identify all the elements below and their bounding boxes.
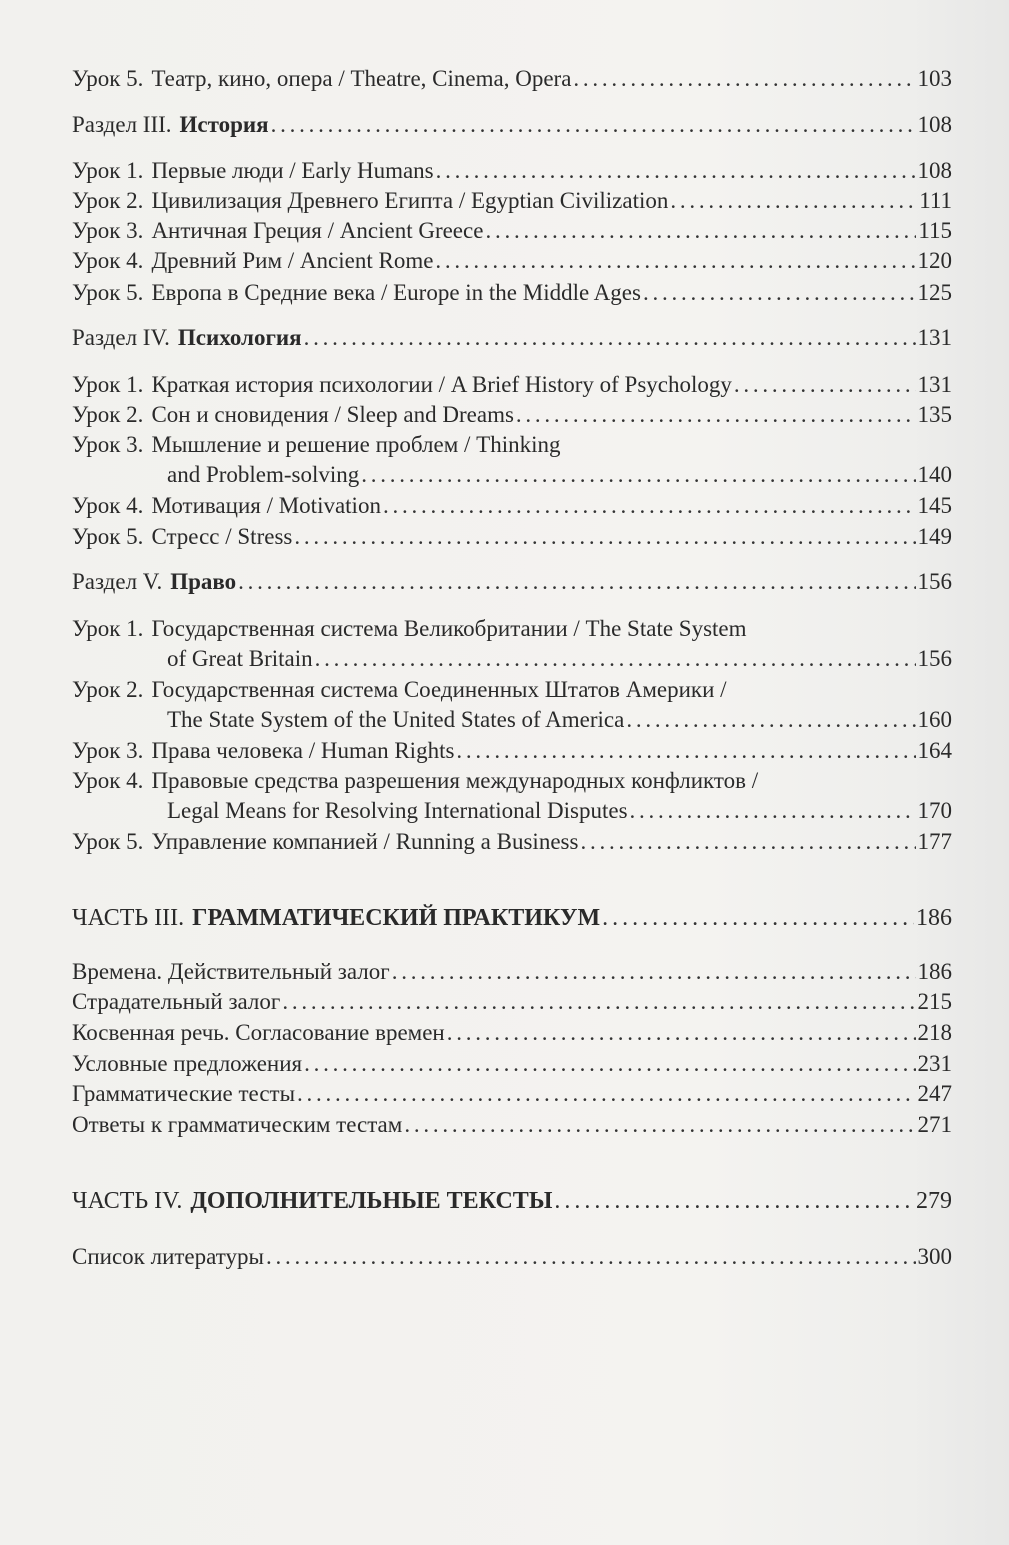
entry-title-continuation: and Problem-solving bbox=[167, 462, 360, 487]
toc-part bbox=[72, 903, 952, 933]
dot-leader bbox=[266, 1242, 916, 1272]
toc-entry bbox=[72, 491, 952, 521]
dot-leader bbox=[271, 110, 916, 140]
page-number: 145 bbox=[917, 493, 952, 518]
toc-entry bbox=[72, 1018, 952, 1048]
page-number: 231 bbox=[917, 1051, 952, 1076]
page-number: 218 bbox=[917, 1020, 952, 1045]
page-number: 279 bbox=[916, 1188, 952, 1214]
entry-title: Мотивация / Motivation bbox=[151, 493, 381, 518]
dot-leader bbox=[670, 186, 917, 216]
dot-leader bbox=[304, 1049, 915, 1079]
part-label: ЧАСТЬ III. bbox=[72, 905, 185, 931]
part-title: ДОПОЛНИТЕЛЬНЫЕ ТЕКСТЫ bbox=[190, 1188, 553, 1214]
dot-leader bbox=[361, 460, 915, 490]
toc-entry-continuation bbox=[167, 796, 952, 826]
page-number: 125 bbox=[917, 280, 952, 305]
entry-label: Урок 1. bbox=[72, 158, 144, 183]
entry-title: Права человека / Human Rights bbox=[151, 738, 455, 763]
page-number: 271 bbox=[917, 1112, 952, 1137]
section-title: Психология bbox=[177, 325, 302, 350]
dot-leader bbox=[554, 1186, 914, 1216]
toc-entry bbox=[72, 522, 952, 552]
toc-entry bbox=[72, 186, 952, 216]
dot-leader bbox=[282, 987, 915, 1017]
toc-entry bbox=[72, 278, 952, 308]
entry-label: Урок 2. bbox=[72, 188, 144, 213]
page-number: 115 bbox=[918, 218, 952, 243]
page-number: 300 bbox=[917, 1244, 952, 1269]
part-label: ЧАСТЬ IV. bbox=[72, 1188, 183, 1214]
page-number: 108 bbox=[917, 158, 952, 183]
toc-entry bbox=[72, 614, 952, 644]
dot-leader bbox=[573, 64, 915, 94]
toc-entry bbox=[72, 957, 952, 987]
dot-leader bbox=[436, 156, 916, 186]
entry-title-continuation: The State System of the United States of America bbox=[167, 707, 625, 732]
toc-entry bbox=[72, 64, 952, 94]
entry-title: Цивилизация Древнего Египта / Egyptian Civilization bbox=[151, 188, 669, 213]
toc-entry bbox=[72, 400, 952, 430]
toc-entry bbox=[72, 1049, 952, 1079]
page-number: 131 bbox=[917, 325, 952, 350]
dot-leader bbox=[626, 705, 915, 735]
entry-title: Косвенная речь. Согласование времен bbox=[72, 1020, 445, 1045]
entry-title: Времена. Действительный залог bbox=[72, 959, 390, 984]
toc-entry bbox=[72, 1110, 952, 1140]
toc-entry bbox=[72, 987, 952, 1017]
entry-title: Управление компанией / Running a Business bbox=[151, 829, 579, 854]
dot-leader bbox=[294, 522, 915, 552]
dot-leader bbox=[602, 903, 914, 933]
toc-entry bbox=[72, 736, 952, 766]
dot-leader bbox=[297, 1079, 915, 1109]
dot-leader bbox=[630, 796, 916, 826]
entry-title-continuation: Legal Means for Resolving International Disputes bbox=[167, 798, 628, 823]
entry-title: Мышление и решение проблем / Thinking bbox=[151, 432, 561, 457]
section-label: Раздел III. bbox=[72, 112, 172, 137]
entry-title: Античная Греция / Ancient Greece bbox=[151, 218, 484, 243]
toc-part bbox=[72, 1186, 952, 1216]
toc-entry bbox=[72, 370, 952, 400]
entry-label: Урок 3. bbox=[72, 432, 144, 457]
toc-entry bbox=[72, 1242, 952, 1272]
entry-title: Сон и сновидения / Sleep and Dreams bbox=[151, 402, 514, 427]
entry-label: Урок 5. bbox=[72, 280, 144, 305]
entry-title: Условные предложения bbox=[72, 1051, 303, 1076]
entry-label: Урок 3. bbox=[72, 218, 144, 243]
dot-leader bbox=[304, 323, 916, 353]
page-number: 108 bbox=[917, 112, 952, 137]
toc-section bbox=[72, 323, 952, 353]
page-number: 160 bbox=[917, 707, 952, 732]
toc-section bbox=[72, 567, 952, 597]
page-number: 140 bbox=[917, 462, 952, 487]
toc-entry bbox=[72, 1079, 952, 1109]
toc-entry bbox=[72, 216, 952, 246]
entry-title: Грамматические тесты bbox=[72, 1081, 296, 1106]
page-number: 149 bbox=[917, 524, 952, 549]
entry-title: Список литературы bbox=[72, 1244, 264, 1269]
entry-title: Европа в Средние века / Europe in the Middle Ages bbox=[151, 280, 641, 305]
toc-entry-continuation bbox=[167, 460, 952, 490]
page-number: 156 bbox=[917, 569, 952, 594]
entry-label: Урок 2. bbox=[72, 677, 144, 702]
dot-leader bbox=[383, 491, 916, 521]
dot-leader bbox=[734, 370, 916, 400]
page-number: 215 bbox=[917, 989, 952, 1014]
dot-leader bbox=[238, 567, 915, 597]
entry-title: Ответы к грамматическим тестам bbox=[72, 1112, 403, 1137]
entry-label: Урок 4. bbox=[72, 493, 144, 518]
entry-title: Страдательный залог bbox=[72, 989, 281, 1014]
dot-leader bbox=[404, 1110, 915, 1140]
dot-leader bbox=[447, 1018, 916, 1048]
entry-label: Урок 5. bbox=[72, 524, 144, 549]
page-number: 135 bbox=[917, 402, 952, 427]
page-number: 103 bbox=[917, 66, 952, 91]
toc-entry bbox=[72, 430, 952, 460]
entry-label: Урок 2. bbox=[72, 402, 144, 427]
entry-title: Краткая история психологии / A Brief History of Psychology bbox=[151, 372, 732, 397]
entry-label: Урок 1. bbox=[72, 372, 144, 397]
page-number: 186 bbox=[917, 959, 952, 984]
dot-leader bbox=[485, 216, 916, 246]
entry-label: Урок 5. bbox=[72, 829, 144, 854]
toc-entry bbox=[72, 246, 952, 276]
entry-title: Стресс / Stress bbox=[151, 524, 293, 549]
section-title: Право bbox=[170, 569, 237, 594]
page-number: 111 bbox=[919, 188, 952, 213]
section-title: История bbox=[179, 112, 269, 137]
entry-title: Правовые средства разрешения международных конфликтов / bbox=[151, 768, 759, 793]
dot-leader bbox=[580, 827, 915, 857]
page-number: 164 bbox=[917, 738, 952, 763]
toc-entry bbox=[72, 827, 952, 857]
page-number: 177 bbox=[917, 829, 952, 854]
entry-title: Государственная система Соединенных Штатов Америки / bbox=[151, 677, 727, 702]
entry-title: Первые люди / Early Humans bbox=[151, 158, 434, 183]
toc-section bbox=[72, 110, 952, 140]
dot-leader bbox=[516, 400, 916, 430]
dot-leader bbox=[315, 644, 916, 674]
page-number: 170 bbox=[917, 798, 952, 823]
toc-entry bbox=[72, 766, 952, 796]
entry-title-continuation: of Great Britain bbox=[167, 646, 313, 671]
page-number: 247 bbox=[917, 1081, 952, 1106]
entry-label: Урок 4. bbox=[72, 248, 144, 273]
page-number: 156 bbox=[917, 646, 952, 671]
entry-label: Урок 1. bbox=[72, 616, 144, 641]
entry-label: Урок 4. bbox=[72, 768, 144, 793]
entry-label: Урок 3. bbox=[72, 738, 144, 763]
dot-leader bbox=[392, 957, 916, 987]
toc-entry-continuation bbox=[167, 705, 952, 735]
section-label: Раздел IV. bbox=[72, 325, 170, 350]
dot-leader bbox=[435, 246, 915, 276]
dot-leader bbox=[456, 736, 915, 766]
entry-title: Театр, кино, опера / Theatre, Cinema, Opera bbox=[151, 66, 572, 91]
entry-title: Государственная система Великобритании / The State System bbox=[151, 616, 747, 641]
page-number: 120 bbox=[917, 248, 952, 273]
section-label: Раздел V. bbox=[72, 569, 163, 594]
part-title: ГРАММАТИЧЕСКИЙ ПРАКТИКУМ bbox=[192, 905, 601, 931]
toc-entry bbox=[72, 675, 952, 705]
toc-entry-continuation bbox=[167, 644, 952, 674]
page-number: 131 bbox=[917, 372, 952, 397]
toc-entry bbox=[72, 156, 952, 186]
entry-label: Урок 5. bbox=[72, 66, 144, 91]
page-number: 186 bbox=[916, 905, 952, 931]
dot-leader bbox=[643, 278, 916, 308]
entry-title: Древний Рим / Ancient Rome bbox=[151, 248, 434, 273]
